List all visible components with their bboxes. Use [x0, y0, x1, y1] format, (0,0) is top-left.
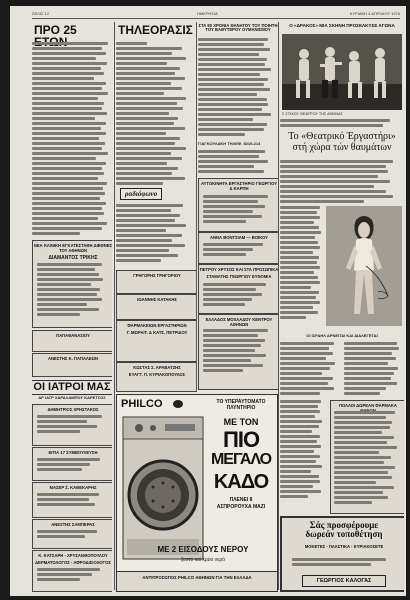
tv-ad-1	[116, 270, 196, 294]
philco-logo: PHILCO	[121, 398, 163, 410]
philco-footer-sub: ζεστό και κρύο νερό	[180, 557, 226, 563]
poet-article-text	[198, 38, 276, 138]
theatre-headline: Το «Θεατρικό Έργαστήρι» στή χώρα τών θαυμάτων	[288, 131, 396, 153]
page-number: ΣΕΛΙΣ 12	[32, 11, 49, 16]
doctor-listing-1-name: ΔΗΜΗΤΡΙΟΣ ΧΡΗΣΤΑΚΟΣ	[47, 407, 99, 412]
ad-petrou-name: ΠΕΤΡΟΥ ΧΡΥΣΟΣ ΚΑΙ ΣΤΑ ΠΡΟΣΩΠΙΚΑ	[199, 267, 278, 272]
tv-ad-4-sub: ΕΥΑΓΓ. Π. ΚΥΡΙΑΚΟΠΟΥΛΟΣ	[128, 372, 186, 378]
philco-slogan-2: ΜΕ ΤΟΝ	[223, 417, 259, 427]
doctor-listing-3-name: ΜΑΣΕΡ Σ. ΚΑΘΕΚΑΡΗΣ	[49, 485, 97, 490]
column-pro-25-eton	[32, 22, 112, 592]
philco-slogan-4: ΜΕΓΑΛΟ	[210, 451, 272, 468]
doctor-ad-2-name: ΑΝΕΣΤΗΣ Κ. ΠΑΠΑΛΕΩΝ	[47, 356, 99, 361]
ad-ellados-name: ΕΛΛΑΔΟΣ ΜΟΧΛΑΔΟΥ ΚΕΝΤΡΟΥ ΑΘΗΝΩΝ	[205, 317, 273, 328]
philco-slogan-5: ΚΑΔΟ	[213, 471, 269, 493]
clinic-ad-name: ΔΙΑΜΑΝΤΟΣ ΤΡΙΚΗΣ	[48, 255, 98, 262]
page-header	[32, 10, 400, 19]
garage-ad-phone: ΓΙΑΓΚΟΥΛΑΚΗ ΤΗΛΕΦ. 5219-214	[198, 141, 261, 146]
doctor-listing-1	[32, 404, 112, 446]
doctor-listing-5-name: Κ. ΚΑΤΣΑΡΗ - ΧΡΥΣΑΝΘΟΠΟΥΛΟΥ	[38, 553, 108, 558]
tv-ad-3	[116, 320, 196, 362]
carpet-ad-products: ΜΟΚΕΤΕΣ - ΠΛΑΣΤΙΚΑ - ΚΥΡΙΑΚΟΣΕΤΕ	[304, 543, 384, 549]
washing-machine-illustration	[119, 413, 207, 563]
doctor-listing-4	[32, 519, 112, 549]
column-television	[116, 22, 196, 392]
doctor-listing-5-specialty: ΔΕΡΜΑΤΟΛΟΓΟΣ - ΑΦΡΟΔΙΣΙΟΛΟΓΟΣ	[35, 560, 111, 566]
doctor-listing-2	[32, 447, 112, 481]
dancers-illustration	[282, 34, 402, 110]
philco-distributor-bar: ΑΝΤΙΠΡΟΣΩΠΟΣ PHILCO ΑΘΗΝΩΝ ΓΙΑ ΤΗΝ ΕΛΛΑΔΑ	[117, 571, 277, 591]
section-title-tv: ΤΗΛΕΟΡΑΣΙΣ	[118, 23, 193, 37]
doctor-listing-2-name: ΕΙΤΙΑ 17 ΣΥΜΒΟΥΛΕΥΣΗ	[48, 450, 98, 455]
tv-listings	[116, 42, 194, 187]
carpet-ad	[280, 516, 404, 592]
dancers-photo-caption: Σ ΣΤΙΧΟΥ ΘΕΑΤΡΟΥ ΤΗΣ ΑΘΗΝΑΣ	[282, 112, 343, 116]
issue-date: ΚΥΡΙΑΚΗ 4 ΑΠΡΙΛΙΟΥ 1976	[349, 11, 400, 16]
pharmacy-box-head: ΠΟΛΛΟΙ ΔΩΡΕΑΝ ΦΑΡΜΑΚΑ	[339, 403, 397, 408]
tv-ad-2-name: ΙΩΑΝΝΗΣ ΚΑΤΑΚΗΣ	[137, 297, 177, 302]
article-text	[32, 42, 112, 237]
doctor-ad-2	[32, 353, 112, 377]
ad-vontsiam	[198, 232, 278, 264]
section-title: ΠΡΟ 25	[34, 23, 77, 37]
philco-footer-big: ΜΕ 2 ΕΙΣΟΔΟΥΣ ΝΕΡΟΥ	[157, 545, 249, 554]
carpet-ad-title-1: Σάς προσφέρουμε	[309, 520, 379, 530]
column-theatre	[280, 22, 404, 592]
tv-ad-4	[116, 362, 196, 392]
radio-section-box: ραδιόφωνο	[120, 188, 162, 200]
clinic-ad	[32, 240, 112, 328]
dragon-headline: Ο «ΔΡΑΚΟΣ» ΜΙΑ ΣΚΗΝΗ ΠΡΟΣΕΛΚΥΣΕ ΑΓΩΝΑ	[289, 23, 395, 28]
philco-side-text: ΠΛΕΝΕΙ 8 ΑΣΠΡΟΡΟΥΧΑ ΜΑΖΙ	[216, 497, 266, 510]
poet-anniversary-headline: ΣΤΑ 50 ΧΡΟΝΙΑ ΘΑΝΑΤΟΥ ΤΟΥ ΠΟΙΗΤΗ ΤΟΥ ΒΑΘΥΤΕΡΟΥ ΟΥΜΑΝΙΣΜΟΥ	[198, 23, 278, 33]
ad-ellados	[198, 314, 278, 390]
israel-headline: ΟΙ ΙΣΡΑΗΛ ΑΡΝΕΙΤΑΙ ΚΑΙ ΔΙΑΛΕΓΕΤΑΙ	[306, 333, 378, 338]
doctor-listing-5	[32, 550, 112, 592]
philco-slogan-3: ΠΙΟ	[222, 427, 260, 452]
tv-ad-1-name: ΓΡΗΓΟΡΗΣ ΓΡΗΓΟΡΙΟΥ	[133, 273, 181, 278]
column-rule	[114, 22, 115, 590]
carpet-ad-name: ΓΕΩΡΓΙΟΣ ΚΑΛΟΓΑΣ	[302, 575, 386, 587]
tv-ad-3-head: ΦΑΡΜΑΚΕΙΩΝ ΕΡΓΑΣΤΗΡΙΩΝ	[127, 323, 187, 328]
column-three	[198, 22, 278, 392]
doctor-ad-1	[32, 330, 112, 352]
doctors-section-sub: ΔΡ ΙΑΤΡ ΧΑΡΑΛΑΜΠΟΥ ΚΑΡΕΤΣΟΣ	[38, 395, 106, 400]
auto-workshop-name: ΑΥΤΟΚΙΝΗΤΑ ΕΡΓΑΣΤΗΡΙΟ ΓΕΩΡΓΙΟΥ & ΚΑΡΠΗ	[200, 181, 278, 192]
auto-workshop-ad	[198, 178, 278, 232]
newspaper-name: ΗΜΕΡΗΣΙΑ	[197, 11, 218, 16]
dancers-photo	[282, 34, 402, 110]
philco-slogan-1: ΤΟ ΥΠΕΡΑΥΤΟΜΑΤΟ ΠΛΥΝΤΗΡΙΟ	[216, 399, 266, 411]
ad-petrou	[198, 264, 278, 314]
carpet-ad-title-2: δωρεάν τοποθέτηση	[305, 529, 383, 540]
doctor-ad-1-name: ΠΑΠΑΘΑΝΑΣΙΟΥ	[56, 333, 90, 338]
column-rule	[196, 22, 197, 392]
column-rule	[278, 22, 279, 590]
theatre-article-text	[280, 206, 324, 321]
philco-advertisement	[116, 394, 278, 592]
doctors-section-title: ΟΙ ΙΑΤΡΟΙ ΜΑΣ	[33, 381, 111, 393]
philco-emblem-icon	[173, 400, 183, 408]
tv-ad-2	[116, 294, 196, 320]
clinic-ad-head: ΝΕΑ ΚΛΙΝΙΚΗ ΕΓΚΑΤΕΣΤΑΘΗ ΔΙΕΘΝΕΣ ΤΟΥ ΑΘΗΝΩΝ	[33, 243, 112, 254]
tv-ad-3-name: Γ. ΜΩΡΑΙΤ. & ΚΑΤΣ. ΠΕΤΡΙΔΟΥ	[126, 330, 188, 336]
pharmacy-box	[330, 400, 404, 514]
tv-ad-4-name: ΚΩΣΤΑΣ Σ. ΑΡΑΒΑΤΖΗΣ	[133, 365, 181, 370]
radio-listings	[116, 204, 194, 264]
ad-petrou-sub: ΣΤΑΜΑΤΗΣ ΓΕΩΡΓΙΟΥ ΕΥΝΟΜΙΑ	[206, 274, 272, 280]
doctor-listing-4-name: ΑΝΕΣΤΗΣ ΣΑΜΠΕΡΑΣ	[51, 522, 95, 527]
newspaper-page	[10, 6, 406, 596]
actress-photo	[326, 206, 402, 326]
ad-vontsiam-name: ΑΝΝΑ ΒΟΝΤΣΙΑΜ — ΒΟΙΚΟΥ	[209, 235, 269, 240]
doctor-listing-3	[32, 482, 112, 518]
actress-illustration	[326, 206, 402, 326]
